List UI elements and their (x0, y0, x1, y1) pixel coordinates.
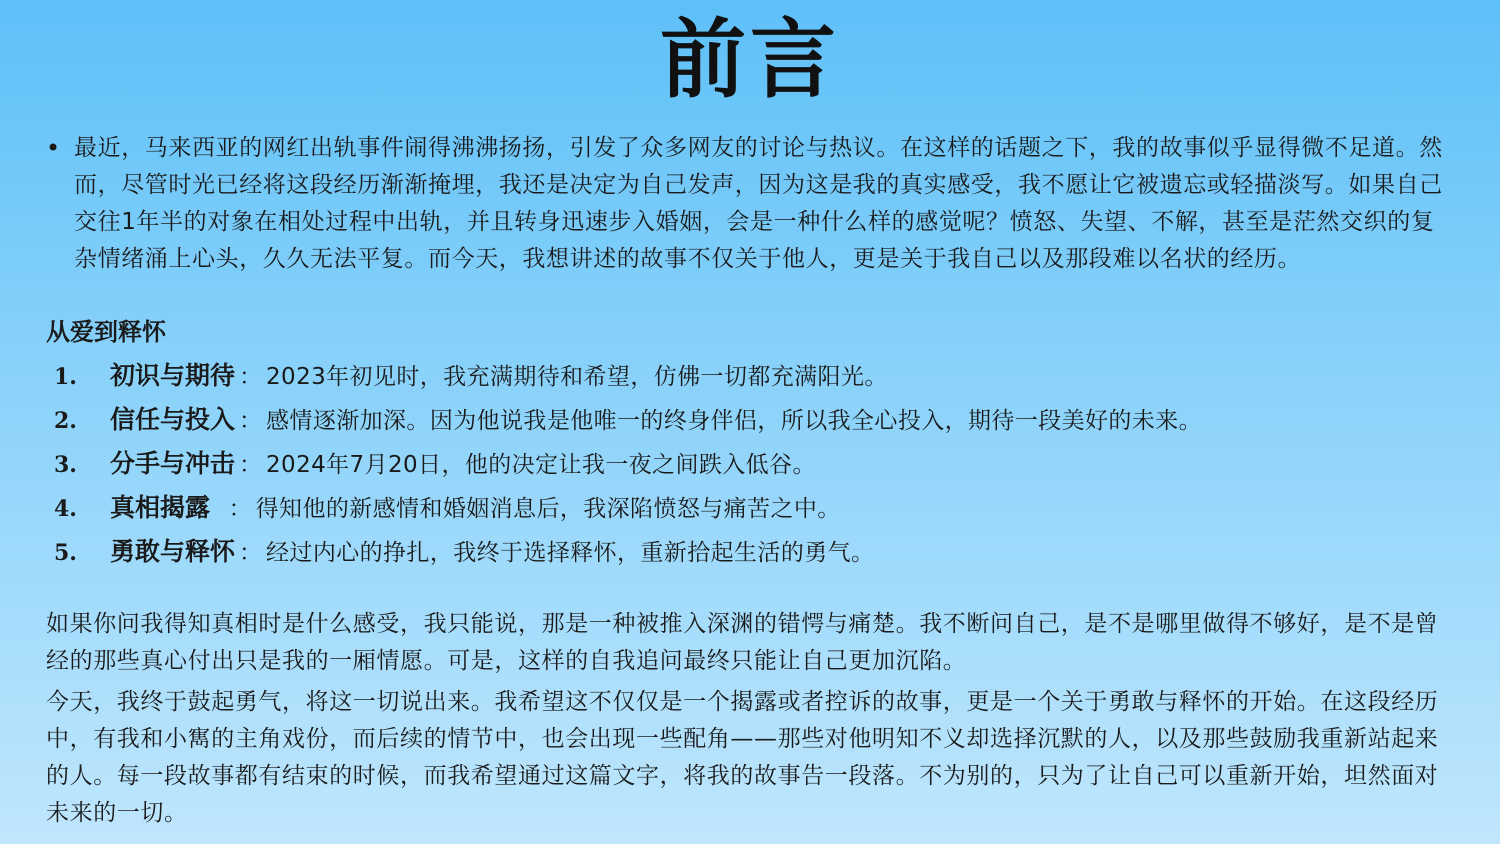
step-label: 真相揭露 (110, 493, 211, 522)
step-colon: ： (239, 540, 263, 566)
step-label: 初识与期待 (110, 361, 236, 390)
step-number: 4. (54, 496, 77, 522)
step-colon: ： (214, 496, 252, 522)
step-colon: ： (239, 408, 263, 434)
step-text: 得知他的新感情和婚姻消息后，我深陷愤怒与痛苦之中。 (255, 496, 841, 522)
step-number: 3. (54, 452, 77, 478)
step-text: 经过内心的挣扎，我终于选择释怀，重新拾起生活的勇气。 (266, 540, 875, 566)
section-title: 从爱到释怀 (46, 318, 166, 346)
step-number: 1. (54, 364, 77, 390)
body-paragraph: 今天，我终于鼓起勇气，将这一切说出来。我希望这不仅仅是一个揭露或者控诉的故事，更是一个关于勇敢与释怀的开始。在这段经历中，有我和小寯的主角戏份，而后续的情节中，也会出现一些配角——那些对他明知不义却选择沉默的人，以及那些鼓励我重新站起来的人。每一段故事都有结束的时候，而我希望通过这篇文字，将我的故事告一段落。不为别的，只为了让自己可以重新开始，坦然面对未来的一切。 (46, 689, 1439, 826)
intro-bullet-item (46, 130, 1458, 278)
step-item (54, 532, 1202, 576)
body-paragraph: 如果你问我得知真相时是什么感受，我只能说，那是一种被推入深渊的错愕与痛楚。我不断问自己，是不是哪里做得不够好，是不是曾经的那些真心付出只是我的一厢情愿。可是，这样的自我追问最终只能让自己更加沉陷。 (46, 611, 1439, 674)
step-number: 2. (54, 408, 77, 434)
step-label: 分手与冲击 (110, 449, 236, 478)
step-text: 2023年初见时，我充满期待和希望，仿佛一切都充满阳光。 (266, 364, 888, 390)
step-item (54, 356, 1202, 400)
step-item (54, 444, 1202, 488)
bullet-icon: • (46, 134, 61, 162)
steps-list (54, 356, 1202, 576)
step-text: 2024年7月20日，他的决定让我一夜之间跌入低谷。 (266, 452, 816, 478)
step-item (54, 488, 1202, 532)
step-label: 勇敢与释怀 (110, 537, 236, 566)
intro-text: 最近，马来西亚的网红出轨事件闹得沸沸扬扬，引发了众多网友的讨论与热议。在这样的话题之下，我的故事似乎显得微不足道。然而，尽管时光已经将这段经历渐渐掩埋，我还是决定为自己发声，因为这是我的真实感受，我不愿让它被遗忘或轻描淡写。如果自己交往1年半的对象在相处过程中出轨，并且转身迅速步入婚姻，会是一种什么样的感觉呢？愤怒、失望、不解，甚至是茫然交织的复杂情绪涌上心头，久久无法平复。而今天，我想讲述的故事不仅关于他人，更是关于我自己以及那段难以名状的经历。 (74, 135, 1443, 272)
step-text: 感情逐渐加深。因为他说我是他唯一的终身伴侣，所以我全心投入，期待一段美好的未来。 (266, 408, 1203, 434)
step-colon: ： (239, 452, 263, 478)
step-colon: ： (239, 364, 263, 390)
step-item (54, 400, 1202, 444)
step-label: 信任与投入 (110, 405, 236, 434)
step-number: 5. (54, 540, 77, 566)
page-title: 前言 (660, 10, 840, 110)
